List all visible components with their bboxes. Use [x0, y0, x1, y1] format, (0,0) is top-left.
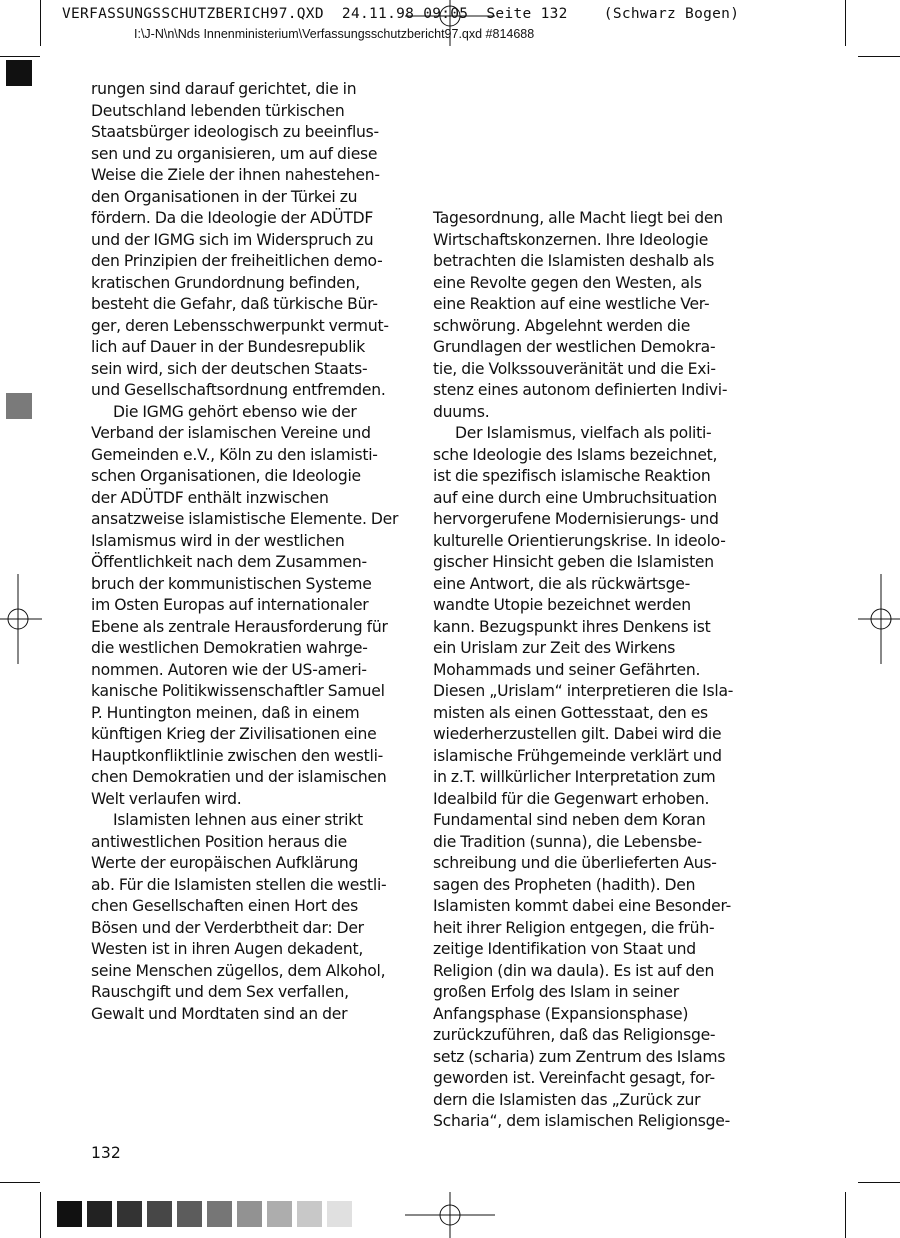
text-line: im Osten Europas auf internationaler [91, 596, 369, 614]
text-line: eine Revolte gegen den Westen, als [433, 273, 702, 292]
text-line: auf eine durch eine Umbruchsituation [433, 488, 718, 507]
crop-mark [858, 1182, 900, 1183]
text-line: Die IGMG gehört ebenso wie der [113, 402, 357, 421]
text-line: kanische Politikwissenschaftler Samuel [91, 682, 385, 700]
file-slug: VERFASSUNGSSCHUTZBERICH97.QXD 24.11.98 09:05 Seite 132 (Schwarz Bogen) [62, 6, 740, 22]
text-line: misten als einen Gottesstaat, den es [433, 703, 708, 722]
crop-mark [845, 0, 846, 46]
crop-mark [40, 1192, 41, 1238]
color-swatch [267, 1201, 292, 1227]
text-line: sagen des Propheten (hadith). Den [433, 875, 696, 894]
text-line: Idealbild für die Gegenwart erhoben. [433, 789, 710, 808]
text-line: und Gesellschaftsordnung entfremden. [91, 381, 386, 399]
text-line: Deutschland lebenden türkischen [91, 101, 345, 120]
text-line: duums. [433, 402, 490, 421]
registration-mark-icon [0, 574, 42, 664]
text-line: künftigen Krieg der Zivilisationen eine [91, 725, 377, 743]
text-line: kratischen Grundordnung befinden, [91, 273, 360, 292]
crop-mark [0, 1182, 40, 1183]
text-line: heit ihrer Religion entgegen, die früh- [433, 918, 715, 937]
text-line: setz (scharia) zum Zentrum des Islams [433, 1047, 726, 1066]
crop-mark [845, 1192, 846, 1238]
text-line: gischer Hinsicht geben die Islamisten [433, 553, 714, 571]
text-line: kulturelle Orientierungskrise. In ideolo- [433, 531, 726, 550]
text-line: Bösen und der Verderbtheit dar: Der [91, 918, 364, 937]
color-swatch [297, 1201, 322, 1227]
color-swatch [57, 1201, 82, 1227]
text-line: schwörung. Abgelehnt werden die [433, 316, 691, 335]
text-line: wiederherzustellen gilt. Dabei wird die [433, 725, 722, 743]
text-line: Mohammads und seiner Gefährten. [433, 660, 701, 679]
text-line: ab. Für die Islamisten stellen die westli- [91, 875, 387, 894]
text-line: Westen ist in ihren Augen dekadent, [91, 940, 364, 958]
color-swatch [87, 1201, 112, 1227]
text-line: Gewalt und Mordtaten sind an der [91, 1004, 348, 1023]
text-line: Fundamental sind neben dem Koran [433, 811, 706, 829]
text-line: Religion (din wa daula). Es ist auf den [433, 961, 715, 980]
text-line: tie, die Volkssouveränität und die Exi- [433, 359, 716, 378]
text-line: ein Urislam zur Zeit des Wirkens [433, 639, 676, 657]
text-line: stenz eines autonom definierten Indivi- [433, 381, 728, 399]
text-line: schreibung und die überlieferten Aus- [433, 854, 717, 872]
page-number: 132 [91, 1144, 121, 1162]
text-line: lich auf Dauer in der Bundesrepublik [91, 338, 366, 356]
text-line: in z.T. willkürlicher Interpretation zum [433, 768, 716, 786]
text-line: eine Antwort, die als rückwärtsge- [433, 574, 690, 593]
text-line: P. Huntington meinen, daß in einem [91, 703, 360, 722]
color-swatch [327, 1201, 352, 1227]
text-line: großen Erfolg des Islam in seiner [433, 983, 679, 1001]
text-line: und der IGMG sich im Widerspruch zu [91, 230, 374, 249]
text-line: Hauptkonfliktlinie zwischen den westli- [91, 746, 384, 765]
text-line: ist die spezifisch islamische Reaktion [433, 467, 711, 485]
crop-mark [858, 56, 900, 57]
text-line: Islamisten lehnen aus einer strikt [113, 811, 363, 829]
text-line: Tagesordnung, alle Macht liegt bei den [433, 209, 723, 227]
color-swatch [147, 1201, 172, 1227]
text-line: wandte Utopie bezeichnet werden [433, 596, 691, 614]
text-line: Weise die Ziele der ihnen nahestehen- [91, 166, 380, 184]
color-swatch [117, 1201, 142, 1227]
text-line: eine Reaktion auf eine westliche Ver- [433, 295, 710, 313]
left-column [91, 79, 401, 1025]
text-line: Ebene als zentrale Herausforderung für [91, 617, 388, 636]
text-line: kann. Bezugspunkt ihres Denkens ist [433, 617, 711, 636]
text-line: Islamisten kommt dabei eine Besonder- [433, 897, 731, 915]
text-line: schen Organisationen, die Ideologie [91, 467, 361, 485]
text-line: Diesen „Urislam“ interpretieren die Isla- [433, 682, 734, 700]
text-line: sche Ideologie des Islams bezeichnet, [433, 445, 718, 464]
text-line: Wirtschaftskonzernen. Ihre Ideologie [433, 230, 709, 249]
registration-mark-icon [405, 1192, 495, 1238]
text-line: seine Menschen zügellos, dem Alkohol, [91, 961, 386, 980]
text-line: Islamismus wird in der westlichen [91, 531, 345, 550]
right-column [433, 208, 743, 1133]
registration-mark-icon [858, 574, 900, 664]
crop-mark [40, 0, 41, 46]
text-line: den Organisationen in der Türkei zu [91, 187, 358, 206]
text-line: fördern. Da die Ideologie der ADÜTDF [91, 209, 374, 227]
text-line: islamische Frühgemeinde verklärt und [433, 746, 722, 765]
text-line: dern die Islamisten das „Zurück zur [433, 1090, 701, 1109]
text-line: zeitige Identifikation von Staat und [433, 940, 696, 958]
text-line: die westlichen Demokratien wahrge- [91, 639, 368, 657]
text-line: betrachten die Islamisten deshalb als [433, 252, 715, 270]
text-line: besteht die Gefahr, daß türkische Bür- [91, 295, 378, 313]
color-swatch [177, 1201, 202, 1227]
text-line: Rauschgift und dem Sex verfallen, [91, 983, 349, 1001]
text-line: nommen. Autoren wie der US-ameri- [91, 660, 367, 679]
section-marker-black [6, 60, 32, 86]
text-line: Der Islamismus, vielfach als politi- [455, 424, 712, 442]
text-line: Anfangsphase (Expansionsphase) [433, 1004, 689, 1023]
text-line: antiwestlichen Position heraus die [91, 832, 347, 851]
text-line: sein wird, sich der deutschen Staats- [91, 359, 368, 378]
text-line: hervorgerufene Modernisierungs- und [433, 510, 719, 528]
file-path: I:\J-N\n\Nds Innenministerium\Verfassungsschutzbericht97.qxd #814688 [134, 27, 535, 41]
text-line: sen und zu organisieren, um auf diese [91, 144, 378, 163]
text-line: Verband der islamischen Vereine und [91, 424, 371, 442]
text-line: Grundlagen der westlichen Demokra- [433, 338, 716, 356]
color-control-bar [57, 1201, 357, 1227]
crop-mark [0, 56, 40, 57]
text-line: ger, deren Lebensschwerpunkt vermut- [91, 316, 389, 335]
text-line: Welt verlaufen wird. [91, 789, 242, 808]
text-line: rungen sind darauf gerichtet, die in [91, 80, 357, 98]
text-line: ansatzweise islamistische Elemente. Der [91, 510, 399, 528]
text-line: geworden ist. Vereinfacht gesagt, for- [433, 1069, 715, 1087]
text-line: Scharia“, dem islamischen Religionsge- [433, 1112, 731, 1130]
color-swatch [207, 1201, 232, 1227]
text-line: zurückzuführen, daß das Religionsge- [433, 1026, 716, 1044]
text-line: chen Gesellschaften einen Hort des [91, 897, 358, 915]
color-swatch [237, 1201, 262, 1227]
text-line: Werte der europäischen Aufklärung [91, 854, 359, 872]
text-line: bruch der kommunistischen Systeme [91, 574, 372, 593]
text-line: Öffentlichkeit nach dem Zusammen- [91, 553, 367, 571]
section-marker-grey [6, 393, 32, 419]
text-line: den Prinzipien der freiheitlichen demo- [91, 252, 383, 270]
text-line: Gemeinden e.V., Köln zu den islamisti- [91, 445, 378, 464]
text-line: die Tradition (sunna), die Lebensbe- [433, 832, 702, 851]
text-line: chen Demokratien und der islamischen [91, 768, 387, 786]
text-line: Staatsbürger ideologisch zu beeinflus- [91, 123, 379, 141]
text-line: der ADÜTDF enthält inzwischen [91, 488, 329, 507]
